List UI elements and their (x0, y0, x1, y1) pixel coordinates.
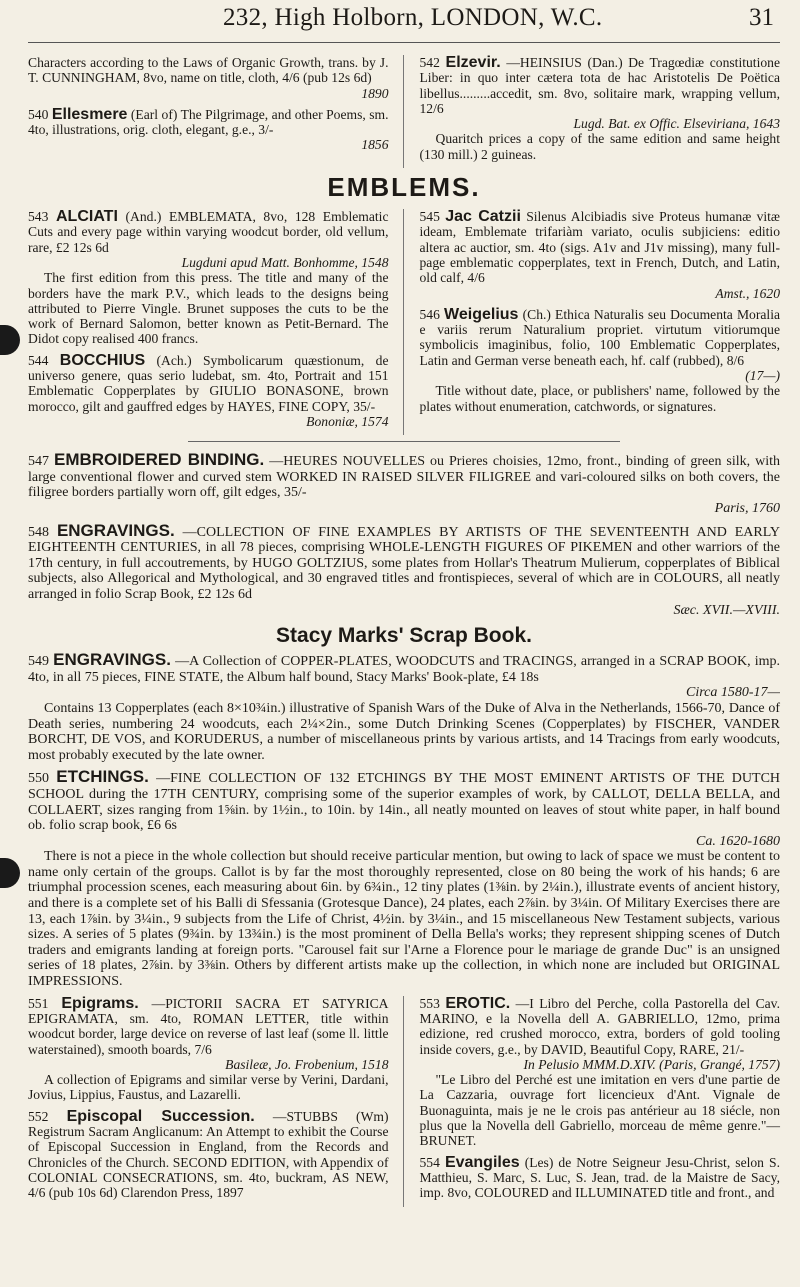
entry-heading: Epigrams. (61, 994, 139, 1012)
section-divider (188, 441, 620, 442)
entry-text: Characters according to the Laws of Organic Growth, trans. by J. T. CUNNINGHAM, 8vo, name on title, cloth, 4/6 (pub 12s 6d) (28, 55, 389, 86)
entry-text: (Ach.) Symbolicarum quæstionum, de universo genere, quas serio ludebat, sm. 4to, Portrait and 151 Emblematic Copperplates by GIULIO BONASONE, brown morocco, gilt and gauffred edges by HAYES, FINE COPY, 35/- (28, 352, 389, 414)
entry-heading: Jac Catzii (445, 208, 521, 226)
entry-text: —STUBBS (Wm) Registrum Sacram Anglicanum: An Attempt to exhibit the Course of Episcopal Succession in England, from the Records and Chronicles of the Church. SECOND EDITION, with Appendix of COLONIAL CONSECRATIONS, sm. 4to, buckram, AS NEW, 4/6 (pub 10s 6d) Clarendon Press, 1897 (28, 1108, 389, 1201)
entry-text: (Les) de Notre Seigneur Jesu-Christ, selon S. Matthieu, S. Marc, S. Luc, S. Jean, trad. de la Maistre de Sacy, imp. 8vo, COLOURED and ILLUMINATED title and front., and (419, 1154, 780, 1201)
lot-number: 543 (28, 209, 49, 225)
lot-number: 544 (28, 352, 49, 368)
entry-heading: BOCCHIUS (59, 351, 146, 369)
catalogue-entry (28, 55, 389, 101)
entry-heading: ENGRAVINGS. (53, 650, 171, 670)
catalogue-entry (420, 307, 781, 414)
entry-heading: Elzevir. (445, 54, 501, 71)
lot-number: 548 (28, 524, 49, 540)
entry-note: "Le Libro del Perché est une imitation en vers d'une partie de La Cazzaria, ouvrage fort licencieux d'Ant. Vignale de Buonaguinta, mais je ne le crois pas antérieur au 18 siécle, non plus que la Novella dell Gabriello, morceau de même genre."—BRUNET. (419, 1072, 780, 1149)
catalogue-entry (28, 652, 780, 763)
entry-imprint: (17—) (745, 368, 780, 384)
entry-text: (And.) EMBLEMATA, 8vo, 128 Emblematic Cuts and every page within varying woodcut border, old vellum, rare, £2 12s 6d (28, 209, 389, 255)
catalogue-entry (28, 353, 389, 429)
entry-imprint: 1890 (361, 85, 389, 101)
catalogue-entry (28, 209, 389, 347)
section-heading-stacy-marks: Stacy Marks' Scrap Book. (276, 624, 532, 648)
catalogue-entry (420, 1155, 781, 1201)
entry-text: —I Libro del Perche, colla Pastorella del Cav. MARINO, e la Novella dell A. GABRIELLO, 12mo, prima edizione, red crushed morocco, extra, borders of gold tooling inside covers, g.e., by DAVID, Beautiful Copy, RARE, 21/- (419, 995, 780, 1057)
catalogue-entry (28, 1109, 389, 1201)
emblems-right-column (420, 209, 781, 435)
lot-number: 545 (419, 209, 440, 225)
entry-note: There is not a piece in the whole collection but should receive particular mention, but owing to lack of space we must be content to name only certain of the groups. Callot is by far the most thoroughly represented, close on 80 being the work of his hands; 6 are triumphal procession scenes, each measuring about 6in. by 6¾in., 12 tiny plates (1⅜in. by 2¼in.), illustrate events of ancient history, and there is a complete set of his Balli di Sfessania (Grotesque Dance), 24 plates, each 2⅞in. by 3¼in. Of Military Exercises there are 13, each 1⅞in. by 3¼in., 9 subjects from the Life of Christ, 4½in. by 3¼in., and 15 miscellaneous New Testament subjects, various sizes. A series of 5 plates (9¾in. by 13¾in.) is the most prominent of Della Bella's works; they represent shipping scenes of Dutch traders and emigrants landing at foreign ports. "Carousel fait sur l'Arne a Florence pour le mariage de grande Duc" is an unsigned series of 18 plates, 2⅞in. by 3⅜in. Others by different artists make up the collection, in which none are included but ORIGINAL IMPRESSIONS. (28, 849, 780, 990)
top-right-column (420, 55, 781, 168)
lot-number: 540 (28, 106, 49, 122)
entry-text: Silenus Alcibiadis sive Proteus humanæ vitæ ideam, Emblemate trifariàm variato, oculis subjiciens: editio altera ac auctior, sm. 4to (sigs. A1v and J1v missing), many full-page emblematic copperplates, text in French, Dutch, and Latin, old calf, 4/6 (419, 209, 780, 286)
lot-number: 546 (419, 306, 440, 322)
entry-heading: ALCIATI (55, 208, 118, 226)
entry-heading: EMBROIDERED BINDING. (53, 450, 265, 470)
entry-text: —A Collection of COPPER-PLATES, WOODCUTS and TRACINGS, arranged in a SCRAP BOOK, imp. 4to, in all 75 pieces, FINE STATE, the Album half bound, Stacy Marks' Book-plate, £4 18s (28, 654, 780, 685)
entry-text: —HEURES NOUVELLES ou Prieres choisies, 12mo, front., binding of green silk, with large conventional flower and curved stem WORKED IN RAISED SILVER FILIGREE and vari-coloured silks on both covers, the filigree borders partially worn off, gilt edges, 35/- (28, 454, 781, 501)
entry-note: Title without date, place, or publishers' name, followed by the plates without enumeration, catchwords, or signatures. (419, 383, 780, 414)
entry-heading: Evangiles (444, 1153, 520, 1171)
top-left-column (28, 55, 404, 168)
entry-imprint: In Pelusio MMM.D.XIV. (Paris, Grangé, 1757) (523, 1056, 780, 1072)
lot-number: 542 (419, 55, 440, 70)
catalogue-entry (28, 769, 780, 989)
lot-number: 547 (28, 454, 49, 470)
section-heading-emblems: EMBLEMS. (327, 172, 481, 203)
catalogue-entry (28, 996, 389, 1103)
entry-imprint: Sæc. XVII.—XVIII. (673, 602, 780, 618)
catalogue-entry (28, 107, 389, 153)
lot-number: 554 (419, 1154, 440, 1170)
entry-imprint: Bononiæ, 1574 (306, 413, 389, 429)
entry-text: —COLLECTION OF FINE EXAMPLES BY ARTISTS OF THE SEVENTEENTH AND EARLY EIGHTEENTH CENTURIES, in all 78 pieces, comprising WHOLE-LENGTH FIGURES OF PIKEMEN and other warriors of the 17th century, in full accoutrements, by HUGO GOLTZIUS, some plates from Hollar's Theatrum Mulierum, copperplates of Biblical subjects, also Allegorical and Mythological, and 30 engraved titles and frontispieces, several of which are in COLOURS, all neatly arranged in folio Scrap Book, £2 12s 6d (28, 524, 781, 602)
emblems-left-column (28, 209, 404, 435)
entry-imprint: Lugd. Bat. ex Offic. Elseviriana, 1643 (573, 116, 780, 132)
entry-note: Contains 13 Copperplates (each 8×10¾in.) illustrative of Spanish Wars of the Duke of Alva in the Netherlands, 1566-70, Dance of Death series, numbering 24 woodcuts, each 2¼×2in., some Dutch Drinking Scenes (Copperplates) by FISCHER, VANDER BORCHT, DE VOS, and KORUDERUS, a number of miscellaneous prints by various artists, and 14 Tracings from early woodcuts, most probably executed by the late owner. (28, 700, 780, 763)
page-number: 31 (749, 4, 774, 31)
entry-heading: Weigelius (444, 305, 519, 323)
top-section (28, 55, 780, 168)
entry-imprint: Amst., 1620 (715, 285, 780, 301)
catalogue-entry (28, 452, 780, 516)
entry-note: A collection of Epigrams and similar verse by Verini, Dardani, Jovius, Lippius, Faustus, and Lazarelli. (28, 1072, 389, 1103)
page-header (28, 0, 780, 43)
lot-number: 549 (28, 654, 49, 670)
lot-number: 550 (28, 771, 49, 787)
lot-number: 553 (419, 995, 440, 1011)
entry-note: Quaritch prices a copy of the same edition and same height (130 mill.) 2 guineas. (419, 131, 780, 162)
catalogue-entry (420, 209, 781, 301)
entry-heading: ENGRAVINGS. (56, 520, 175, 540)
catalogue-entry (420, 996, 781, 1149)
entry-heading: ETCHINGS. (56, 767, 149, 787)
entry-imprint: Circa 1580-17— (686, 685, 780, 701)
entry-imprint: Basileæ, Jo. Frobenium, 1518 (225, 1056, 389, 1072)
entry-imprint: Paris, 1760 (714, 501, 780, 517)
entry-imprint: 1856 (361, 137, 389, 153)
entry-imprint: Ca. 1620-1680 (696, 833, 780, 849)
bookseller-address: 232, High Holborn, LONDON, W.C. (223, 4, 603, 31)
entry-text: —HEINSIUS (Dan.) De Tragœdiæ constitutione Liber: in quo inter cætera tota de hac Aristotelis De Poëtica libellus.........accedit, sm. 8vo, solitaire mark, wrapping vellum, 12/6 (419, 55, 780, 116)
entry-text: (Ch.) Ethica Naturalis seu Documenta Moralia e variis rerum Naturalium propriet. virtutum vitiorumque symbolicis imaginibus, folio, 100 Emblematic Copperplates, Latin and German verse beneath each, hf. calf (rubbed), 8/6 (419, 306, 781, 368)
catalogue-entry (28, 520, 781, 619)
entry-imprint: Lugduni apud Matt. Bonhomme, 1548 (181, 254, 389, 270)
lot-number: 552 (28, 1108, 49, 1124)
emblems-section (28, 209, 780, 435)
binding-hole (0, 858, 20, 888)
entry-heading: EROTIC. (445, 994, 511, 1012)
entry-text: —FINE COLLECTION OF 132 ETCHINGS BY THE MOST EMINENT ARTISTS OF THE DUTCH SCHOOL during the 17TH CENTURY, comprising some of the superior examples of work, by CALLOT, DELLA BELLA, and COLLAERT, sizes ranging from 1⅝in. by 1½in., to 10in. by 14in., all neatly mounted on leaves of stout white paper, in half bound ob. folio scrap book, £6 6s (28, 771, 781, 834)
bottom-left-column (28, 996, 404, 1207)
binding-hole (0, 325, 20, 355)
entry-text: (Earl of) The Pilgrimage, and other Poems, sm. 4to, illustrations, orig. cloth, elegant, g.e., 3/- (28, 106, 389, 138)
entry-note: The first edition from this press. The title and many of the borders have the mark P.V., which leads to the designs being attributed to Pierre Vingle. Brunet supposes the cuts to be the work of Bernard Salomon, better known as Petit-Bernard. The Didot copy realised 400 francs. (28, 270, 389, 347)
bottom-right-column (420, 996, 781, 1207)
entry-text: —PICTORII SACRA ET SATYRICA EPIGRAMATA, sm. 4to, ROMAN LETTER, title within woodcut border, large device on reverse of last leaf (some ll. little waterstained), smooth boards, 7/6 (28, 995, 389, 1057)
bottom-section (28, 996, 780, 1207)
lot-number: 551 (28, 995, 49, 1011)
entry-heading: Episcopal Succession. (66, 1107, 255, 1125)
catalogue-entry (420, 55, 781, 162)
entry-heading: Ellesmere (51, 105, 128, 123)
